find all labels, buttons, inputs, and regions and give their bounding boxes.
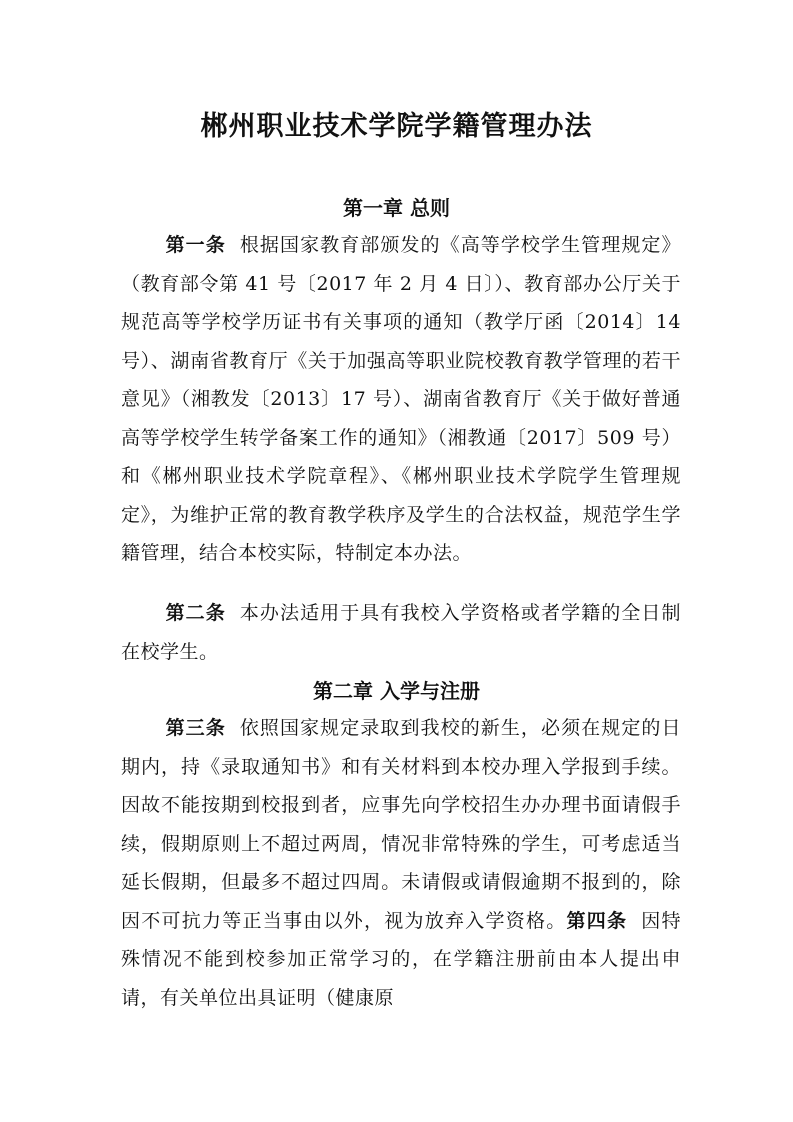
article-text: 根据国家教育部颁发的《高等学校学生管理规定》（教育部令第 41 号〔2017 年 2 月 4 日〕）、教育部办公厅关于规范高等学校学历证书有关事项的通知（教学厅函〔2014〕14 号）、湖南省教育厅《关于加强高等职业院校教育教学管理的若干意见》（湘教发〔2013〕17 号）、湖南省教育厅《关于做好普通高等学校学生转学备案工作的通知》（湘教通〔2017〕509 号）和《郴州职业技术学院章程》、《郴州职业技术学院学生管理规定》，为维护正常的教育教学秩序及学生的合法权益，规范学生学籍管理，结合本校实际，特制定本办法。 xyxy=(121,234,681,564)
article-paragraph xyxy=(121,594,681,671)
article-label: 第一条 xyxy=(165,234,226,256)
chapter-heading: 第一章 总则 xyxy=(343,196,450,220)
document-title: 郴州职业技术学院学籍管理办法 xyxy=(200,111,593,142)
article-paragraph xyxy=(121,709,681,1017)
article-text: 依照国家规定录取到我校的新生，必须在规定的日期内，持《录取通知书》和有关材料到本校办理入学报到手续。因故不能按期到校报到者，应事先向学校招生办办理书面请假手续，假期原则上不超过两周，情况非常特殊的学生，可考虑适当延长假期，但最多不超过四周。未请假或请假逾期不报到的，除因不可抗力等正当事由以外，视为放弃入学资格。 xyxy=(121,717,681,932)
article-text: 本办法适用于具有我校入学资格或者学籍的全日制在校学生。 xyxy=(121,602,681,663)
article-label: 第四条 xyxy=(566,909,628,932)
chapter-heading: 第二章 入学与注册 xyxy=(313,679,480,703)
article-paragraph xyxy=(121,226,681,573)
article-label: 第二条 xyxy=(165,602,226,624)
article-text: 因特殊情况不能到校参加正常学习的，在学籍注册前由本人提出申请，有关单位出具证明（健康原 xyxy=(121,909,681,1009)
article-label: 第三条 xyxy=(165,717,226,739)
